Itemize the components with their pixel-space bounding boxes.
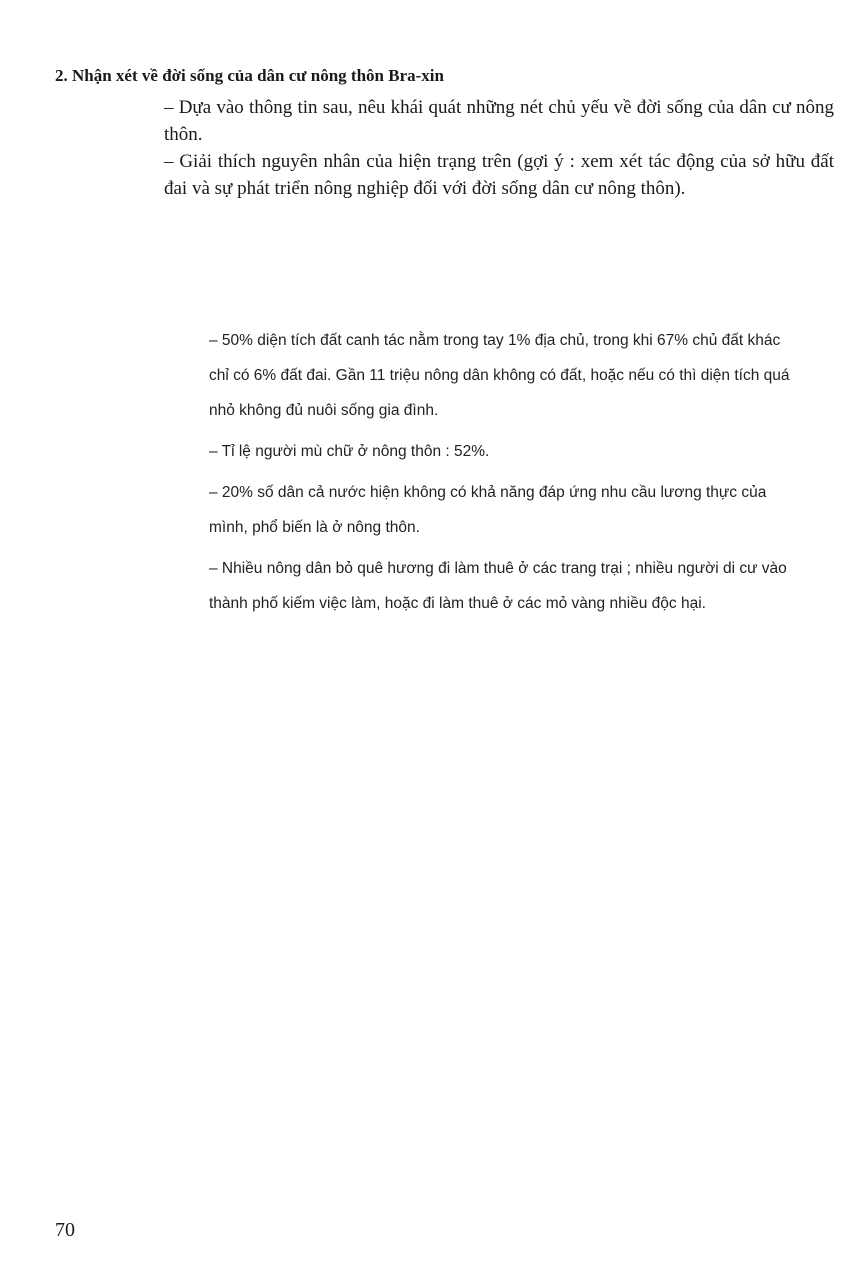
info-item: – Tỉ lệ người mù chữ ở nông thôn : 52%. xyxy=(209,443,490,460)
page-number: 70 xyxy=(55,1219,75,1241)
info-block xyxy=(209,323,799,627)
section-heading: 2. Nhận xét về đời sống của dân cư nông thôn Bra-xin xyxy=(55,66,444,85)
info-item: – 50% diện tích đất canh tác nằm trong tay 1% địa chủ, trong khi 67% chủ đất khác chỉ có 6% đất đai. Gần 11 triệu nông dân không có đất, hoặc nếu có thì diện tích quá nhỏ không đủ nuôi sống gia đình. xyxy=(209,332,790,419)
info-item: – Nhiều nông dân bỏ quê hương đi làm thuê ở các trang trại ; nhiều người di cư vào thành phố kiếm việc làm, hoặc đi làm thuê ở các mỏ vàng nhiều độc hại. xyxy=(209,560,787,612)
info-item: – 20% số dân cả nước hiện không có khả năng đáp ứng nhu cầu lương thực của mình, phổ biến là ở nông thôn. xyxy=(209,484,767,536)
instruction-item: – Giải thích nguyên nhân của hiện trạng trên (gợi ý : xem xét tác động của sở hữu đất đai và sự phát triển nông nghiệp đối với đời sống dân cư nông thôn). xyxy=(164,151,834,199)
instruction-item: – Dựa vào thông tin sau, nêu khái quát những nét chủ yếu về đời sống của dân cư nông thôn. xyxy=(164,97,834,145)
instructions-block xyxy=(164,94,834,202)
